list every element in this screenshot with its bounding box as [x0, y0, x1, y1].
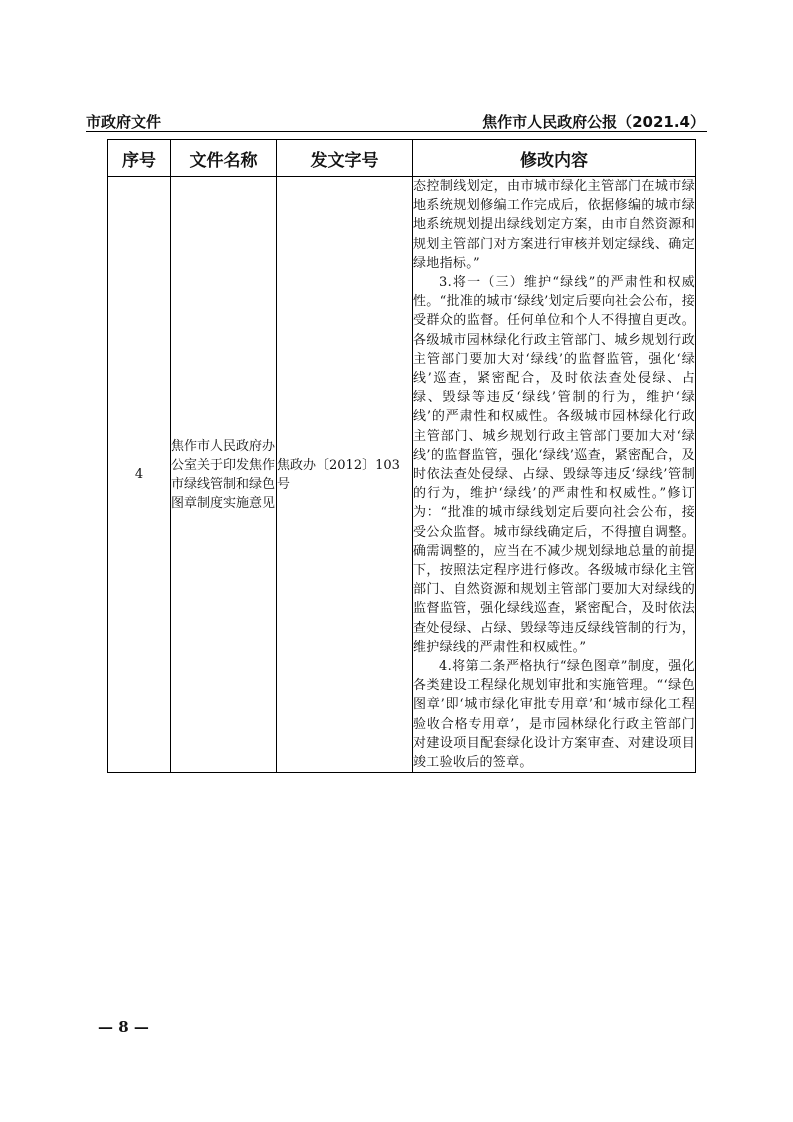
column-header-no: 序号	[108, 140, 171, 177]
row-document-name: 焦作市人民政府办公室关于印发焦作市绿线管制和绿色图章制度实施意见	[171, 177, 277, 773]
table-header-row	[108, 140, 696, 177]
header-left-title: 市政府文件	[86, 113, 162, 131]
header-right-title: 焦作市人民政府公报（2021.4）	[482, 113, 705, 131]
table-row	[108, 177, 696, 773]
page-number: — 8 —	[98, 1018, 149, 1036]
row-amendment-content	[413, 177, 696, 773]
content-paragraph: 态控制线划定，由市城市绿化主管部门在城市绿地系统规划修编工作完成后，依据修编的城市绿地系统规划提出绿线划定方案，由市自然资源和规划主管部门对方案进行审核并划定绿线、确定绿地指标。”	[413, 179, 695, 271]
column-header-content: 修改内容	[413, 140, 696, 177]
column-header-name: 文件名称	[171, 140, 277, 177]
amendment-table	[107, 139, 696, 773]
content-paragraph: 4.将第二条严格执行“绿色图章”制度，强化各类建设工程绿化规划审批和实施管理。“‘绿色图章’即‘城市绿化审批专用章’和‘城市绿化工程验收合格专用章’，是市园林绿化行政主管部门对建设项目配套绿化设计方案审查、对建设项目竣工验收后的签章。	[413, 659, 695, 771]
row-no: 4	[108, 177, 171, 773]
column-header-code: 发文字号	[277, 140, 413, 177]
content-paragraph: 3.将一（三）维护“绿线”的严肃性和权威性。“批准的城市‘绿线’划定后要向社会公布，接受群众的监督。任何单位和个人不得擅自更改。各级城市园林绿化行政主管部门、城乡规划行政主管部门要加大对‘绿线’的监督监管，强化‘绿线’巡查，紧密配合，及时依法查处侵绿、占绿、毁绿等违反‘绿线’管制的行为，维护‘绿线’的严肃性和权威性。各级城市园林绿化行政主管部门、城乡规划行政主管部门要加大对‘绿线’的监督监管，强化‘绿线’巡查，紧密配合，及时依法查处侵绿、占绿、毁绿等违反‘绿线’管制的行为，维护‘绿线’的严肃性和权威性。”修订为：“批准的城市绿线划定后要向社会公布，接受公众监督。城市绿线确定后，不得擅自调整。确需调整的，应当在不减少规划绿地总量的前提下，按照法定程序进行修改。各级城市绿化主管部门、自然资源和规划主管部门要加大对绿线的监督监管，强化绿线巡查，紧密配合，及时依法查处侵绿、占绿、毁绿等违反绿线管制的行为，维护绿线的严肃性和权威性。”	[413, 275, 695, 655]
row-document-code: 焦政办〔2012〕103号	[277, 177, 413, 773]
header-divider	[86, 131, 707, 132]
